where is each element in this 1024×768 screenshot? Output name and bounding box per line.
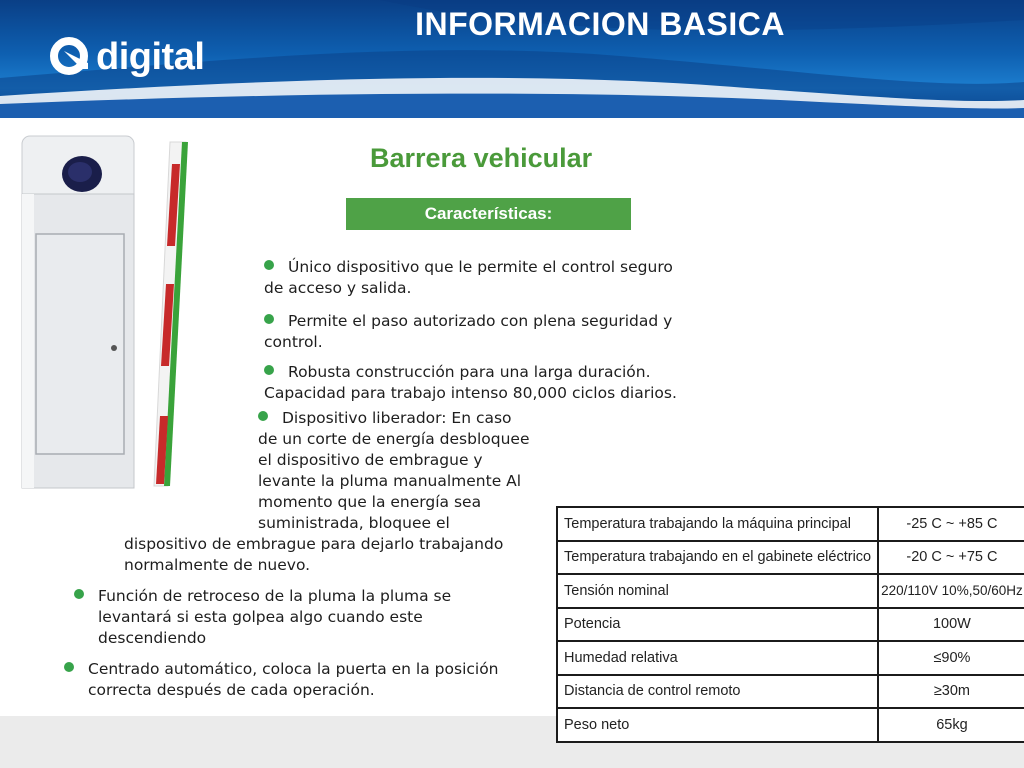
bullet-line: control. <box>264 333 323 351</box>
bullet-line: normalmente de nuevo. <box>124 556 311 574</box>
barrier-illustration <box>18 134 198 494</box>
feature-bullet-1 <box>264 257 673 299</box>
spec-label: Tensión nominal <box>557 574 878 608</box>
bullet-line: levantará si esta golpea algo cuando este <box>98 608 423 626</box>
bullet-dot-icon <box>74 589 84 599</box>
bullet-line: Capacidad para trabajo intenso 80,000 ciclos diarios. <box>264 384 677 402</box>
spec-label: Potencia <box>557 608 878 642</box>
bullet-line: Función de retroceso de la pluma la pluma se <box>98 587 452 605</box>
spec-label: Temperatura trabajando en el gabinete eléctrico <box>557 541 878 575</box>
bullet-dot-icon <box>264 365 274 375</box>
bullet-line: Centrado automático, coloca la puerta en la posición <box>88 660 499 678</box>
bullet-line: Permite el paso autorizado con plena seguridad y <box>288 312 673 330</box>
bullet-line: descendiendo <box>98 629 207 647</box>
spec-value: ≥30m <box>878 675 1024 709</box>
table-row <box>557 641 1024 675</box>
spec-label: Distancia de control remoto <box>557 675 878 709</box>
table-row <box>557 574 1024 608</box>
feature-bullet-2 <box>264 311 672 353</box>
spec-value: 220/110V 10%,50/60Hz <box>878 574 1024 608</box>
bullet-line: de un corte de energía desbloquee <box>258 430 530 448</box>
table-row <box>557 675 1024 709</box>
bullet-line: el dispositivo de embrague y <box>258 451 483 469</box>
feature-bullet-6 <box>64 659 499 701</box>
bullet-line: suministrada, bloquee el <box>258 514 450 532</box>
table-row <box>557 708 1024 742</box>
bullet-line: Dispositivo liberador: En caso <box>282 409 512 427</box>
bullet-line: momento que la energía sea <box>258 493 482 511</box>
bullet-line: Único dispositivo que le permite el control seguro <box>288 258 673 276</box>
spec-value: 65kg <box>878 708 1024 742</box>
bullet-line: Robusta construcción para una larga duración. <box>288 363 651 381</box>
table-row <box>557 507 1024 541</box>
bullet-line: levante la pluma manualmente Al <box>258 472 522 490</box>
logo-text: digital <box>96 35 205 78</box>
bullet-dot-icon <box>64 662 74 672</box>
spec-label: Temperatura trabajando la máquina principal <box>557 507 878 541</box>
spec-label: Peso neto <box>557 708 878 742</box>
page-title: INFORMACION BASICA <box>415 6 785 42</box>
bullet-dot-icon <box>264 260 274 270</box>
bullet-dot-icon <box>264 314 274 324</box>
spec-value: ≤90% <box>878 641 1024 675</box>
feature-bullet-4 <box>258 408 529 534</box>
characteristics-banner: Características: <box>346 198 631 230</box>
header-band <box>0 0 1024 118</box>
feature-bullet-4-continued <box>124 534 503 576</box>
spec-value: 100W <box>878 608 1024 642</box>
bullet-line: dispositivo de embrague para dejarlo trabajando <box>124 535 504 553</box>
spec-label: Humedad relativa <box>557 641 878 675</box>
bullet-line: correcta después de cada operación. <box>88 681 375 699</box>
spec-value: -20 C ~ +75 C <box>878 541 1024 575</box>
table-row <box>557 608 1024 642</box>
spec-value: -25 C ~ +85 C <box>878 507 1024 541</box>
feature-bullet-3 <box>264 362 677 404</box>
feature-bullet-5 <box>74 586 451 649</box>
bullet-dot-icon <box>258 411 268 421</box>
table-row <box>557 541 1024 575</box>
bullet-line: de acceso y salida. <box>264 279 412 297</box>
product-title: Barrera vehicular <box>370 143 593 173</box>
specifications-table <box>556 506 1024 743</box>
